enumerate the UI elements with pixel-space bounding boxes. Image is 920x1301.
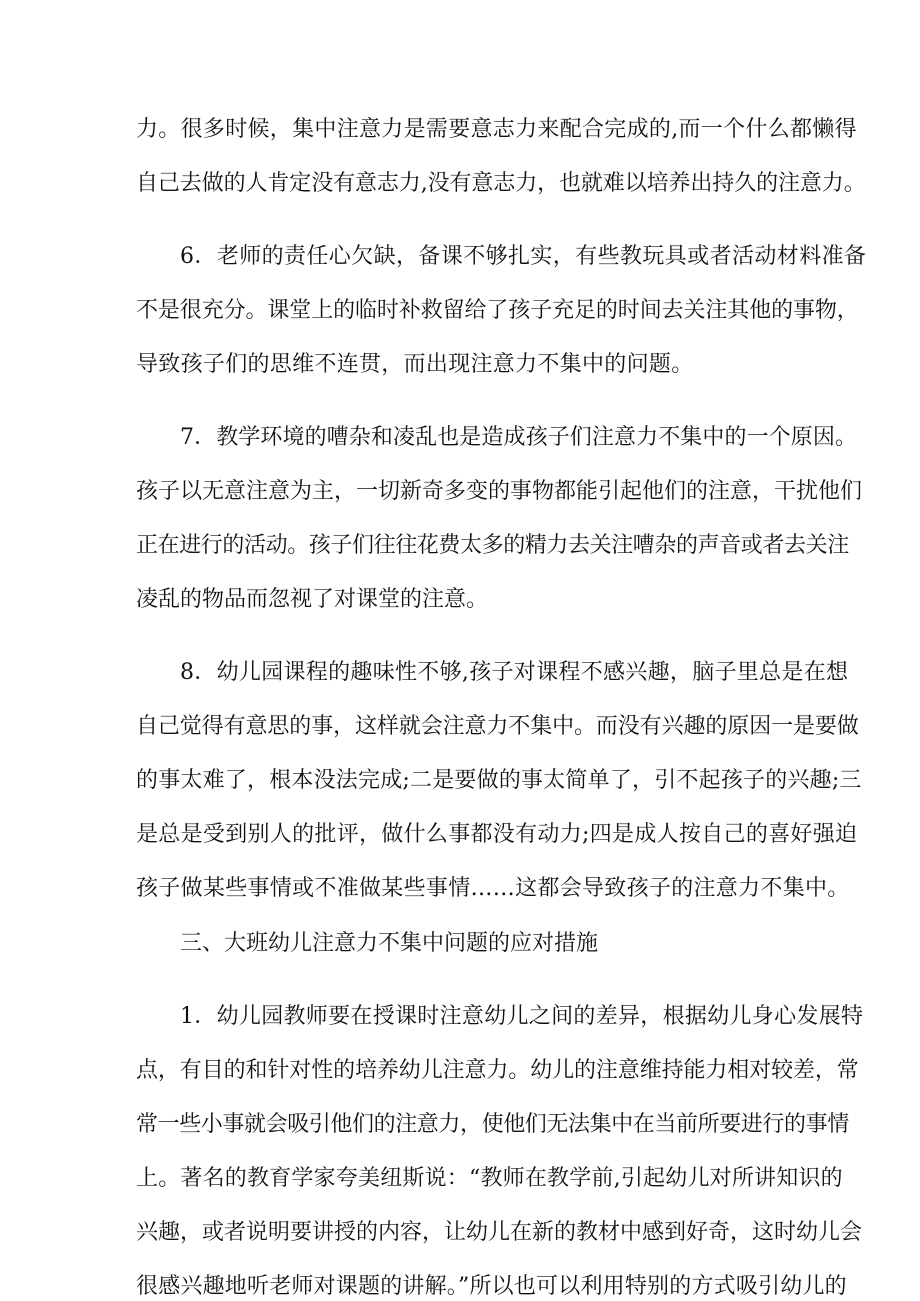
text-line: 上。著名的教育学家夸美纽斯说：“教师在教学前,引起幼儿对所讲知识的 bbox=[136, 1166, 843, 1191]
text-line: 孩子做某些事情或不准做某些事情……这都会导致孩子的注意力不集中。 bbox=[136, 876, 850, 901]
text-line: 孩子以无意注意为主，一切新奇多变的事物都能引起他们的注意，干扰他们 bbox=[136, 479, 863, 504]
text-line: 导致孩子们的思维不连贯，而出现注意力不集中的问题。 bbox=[136, 352, 694, 377]
text-line: 凌乱的物品而忽视了对课堂的注意。 bbox=[136, 587, 489, 612]
text-line: 8．幼儿园课程的趣味性不够,孩子对课程不感兴趣，脑子里总是在想 bbox=[180, 660, 849, 685]
text-line: 很感兴趣地听老师对课题的讲解。”所以也可以利用特别的方式吸引幼儿的 bbox=[136, 1274, 847, 1299]
text-line: 力。很多时候，集中注意力是需要意志力来配合完成的,而一个什么都懒得 bbox=[136, 117, 857, 142]
text-line: 是总是受到别人的批评，做什么事都没有动力;四是成人按自己的喜好强迫 bbox=[136, 822, 858, 847]
text-line: 正在进行的活动。孩子们往往花费太多的精力去关注嘈杂的声音或者去关注 bbox=[136, 533, 849, 558]
text-line: 兴趣，或者说明要讲授的内容，让幼儿在新的教材中感到好奇，这时幼儿会 bbox=[136, 1220, 863, 1245]
text-line: 自己去做的人肯定没有意志力,没有意志力，也就难以培养出持久的注意力。 bbox=[136, 171, 866, 196]
text-line: 7．教学环境的嘈杂和凌乱也是造成孩子们注意力不集中的一个原因。 bbox=[180, 425, 858, 450]
text-line: 的事太难了，根本没法完成;二是要做的事太简单了，引不起孩子的兴趣;三 bbox=[136, 768, 862, 793]
text-line: 6．老师的责任心欠缺，备课不够扎实，有些教玩具或者活动材料准备 bbox=[180, 244, 867, 269]
text-line: 不是很充分。课堂上的临时补救留给了孩子充足的时间去关注其他的事物， bbox=[136, 298, 859, 323]
text-line: 自己觉得有意思的事，这样就会注意力不集中。而没有兴趣的原因一是要做 bbox=[136, 714, 859, 739]
text-line: 常一些小事就会吸引他们的注意力，使他们无法集中在当前所要进行的事情 bbox=[136, 1112, 849, 1137]
section-heading: 三、大班幼儿注意力不集中问题的应对措施 bbox=[180, 931, 599, 956]
text-line: 点，有目的和针对性的培养幼儿注意力。幼儿的注意维持能力相对较差，常 bbox=[136, 1058, 859, 1083]
text-line: 1．幼儿园教师要在授课时注意幼儿之间的差异，根据幼儿身心发展特 bbox=[180, 1004, 864, 1029]
